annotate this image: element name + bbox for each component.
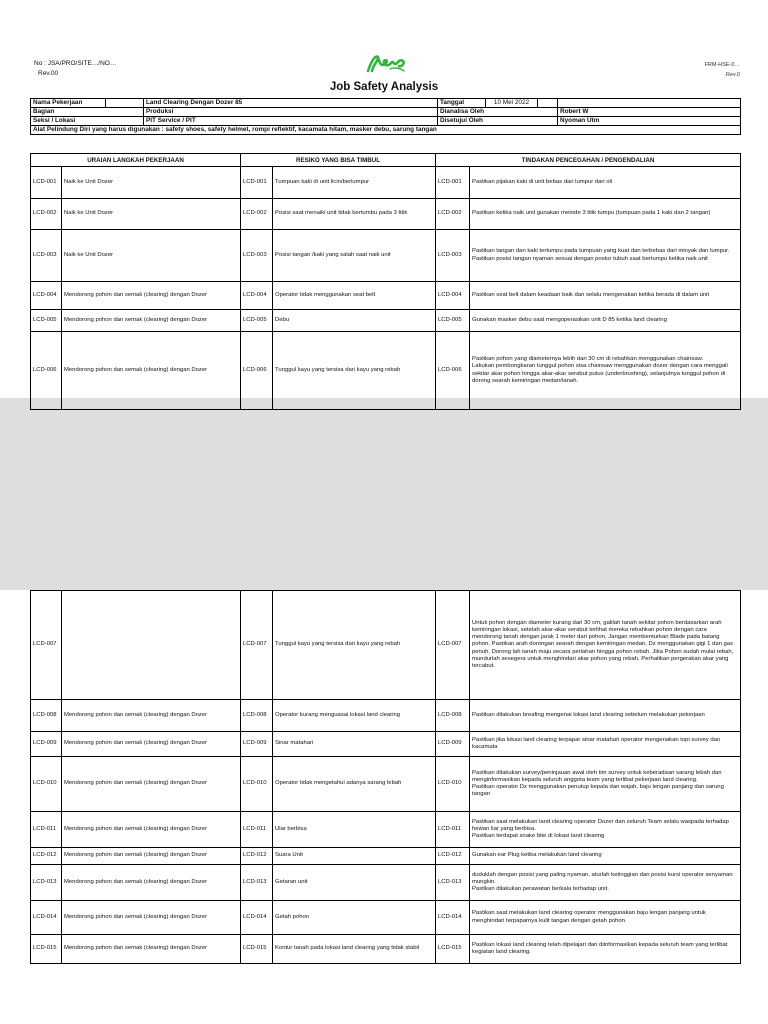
doc-number [34,59,116,79]
action-description: Gunakan masker debu saat mengoperasikan unit D 85 ketika land clearing [470,310,741,332]
column-header-actions: TINDAKAN PENCEGAHAN / PENGENDALIAN [436,154,741,167]
risk-description: Posisi tangan /kaki yang salah saat naik unit [273,230,436,282]
step-description: Naik ke Unit Dozer [62,230,241,282]
company-logo [364,51,408,82]
action-code: LCD-003 [436,230,470,282]
action-description: Pastikan lokasi land clearing telah dipelajari dan diinformasikan kepada seluruh team yang terlibat kegiatan land clearing. [470,935,741,964]
step-description: Mendorong pohon dan semak (clearing) dengan Dozer [62,935,241,964]
company-logo-icon [364,51,408,77]
step-description: Naik ke Unit Dozer [62,199,241,230]
spacer-cell [558,99,741,108]
action-code: LCD-002 [436,199,470,230]
step-description: Mendorong pohon dan semak (clearing) dengan Dozer [62,332,241,410]
column-header-steps: URAIAN LANGKAH PEKERJAAN [31,154,241,167]
risk-code: LCD-002 [241,199,273,230]
step-code: LCD-003 [31,230,62,282]
step-description: Naik ke Unit Dozer [62,167,241,199]
approved-by-value: Nyoman Utm [558,117,741,126]
step-code: LCD-014 [31,901,62,935]
table-row [31,732,741,757]
step-description: Mendorong pohon dan semak (clearing) dengan Dozer [62,757,241,812]
action-description: Pastikan jika lokasi land clearing terpapar sinar matahari operator mengenakan topi survey dan kacamata [470,732,741,757]
action-code: LCD-004 [436,282,470,310]
step-code: LCD-007 [31,591,62,700]
risk-code: LCD-004 [241,282,273,310]
table-row [31,848,741,865]
step-code: LCD-002 [31,199,62,230]
spacer-cell [106,99,144,108]
step-code: LCD-011 [31,812,62,848]
analyzed-by-value: Robert W [558,108,741,117]
section-value: Produksi [144,108,438,117]
risk-code: LCD-008 [241,700,273,732]
table-row [31,199,741,230]
action-description: Gunakan ear Plug ketika melakukan land clearing [470,848,741,865]
action-code: LCD-006 [436,332,470,410]
action-description: Pastikan seat belt dalam keadaan baik dan selalu mengenakan ketika berada di dalam unit [470,282,741,310]
step-description: Mendorong pohon dan semak (clearing) dengan Dozer [62,865,241,901]
column-header-risks: RESIKO YANG BISA TIMBUL [241,154,436,167]
risk-code: LCD-012 [241,848,273,865]
risk-description: Ular berbisa [273,812,436,848]
document-page-2 [0,590,768,1024]
risk-description: Getaran unit [273,865,436,901]
risk-description: Tunggul kayu yang tersisa dari kayu yang rebah [273,591,436,700]
action-code: LCD-008 [436,700,470,732]
risk-description: Posisi saat menaiki unit tidak bertumbu pada 3 titik [273,199,436,230]
spacer-cell [538,99,558,108]
jsa-rows-page-2 [31,591,741,964]
step-description: Mendorong pohon dan semak (clearing) dengan Dozer [62,848,241,865]
table-row [31,332,741,410]
location-value: PIT Service / PIT [144,117,438,126]
risk-description: Getah pohon [273,901,436,935]
risk-description: Operator tidak mengetahui adanya sarang lebah [273,757,436,812]
action-code: LCD-014 [436,901,470,935]
table-row [31,230,741,282]
jsa-table-page-1 [30,153,741,410]
table-row [31,812,741,848]
risk-code: LCD-001 [241,167,273,199]
step-description: Mendorong pohon dan semak (clearing) dengan Dozer [62,310,241,332]
action-code: LCD-001 [436,167,470,199]
table-row [31,282,741,310]
risk-code: LCD-013 [241,865,273,901]
action-code: LCD-012 [436,848,470,865]
date-label: Tanggal [438,99,486,108]
action-code: LCD-011 [436,812,470,848]
risk-description: Operator kurang menguasai lokasi land clearing [273,700,436,732]
risk-code: LCD-006 [241,332,273,410]
risk-code: LCD-011 [241,812,273,848]
step-code: LCD-013 [31,865,62,901]
step-code: LCD-008 [31,700,62,732]
step-code: LCD-010 [31,757,62,812]
action-description: Pastikan pijakan kaki di unit bebas dari lumpur dan oli [470,167,741,199]
table-row [31,167,741,199]
risk-code: LCD-005 [241,310,273,332]
job-info-table [30,98,741,135]
action-description: Pastikan tangan dan kaki tertumpu pada tumpuan yang kuat dan terbebas dari minyak dan lumpur. Pastikan posisi tangan nyaman sesuai dengan postur tubuh saat bertumpu ketika naik unit [470,230,741,282]
risk-description: Debu [273,310,436,332]
action-description: Pastikan ketika naik unit gunakan metode 3 titik tumpu (tumpuan pada 1 kaki dan 2 tangan) [470,199,741,230]
risk-description: Sinar matahari [273,732,436,757]
table-row [31,757,741,812]
action-description: Pastikan pohon yang diameternya lebih dari 30 cm di rebahkan menggunakan chainsaw. Lakukan pembongkaran tunggul pohon sisa chainsaw menggunakan dozer dengan cara menggali sekitar akar pohon hingga akar-akar serabut putus (underbrushing), selanjutnya tunggul pohon di dorong searah kemiringan medan/tanah. [470,332,741,410]
ppe-requirements: Alat Pelindung Diri yang harus digunakan : safety shoes, safety helmet, rompi reflektif, kacamata hitam, masker debu, sarung tangan [31,126,741,135]
step-code: LCD-005 [31,310,62,332]
action-code: LCD-013 [436,865,470,901]
step-description: Mendorong pohon dan semak (clearing) dengan Dozer [62,282,241,310]
risk-description: Tumpuan kaki di unit licin/berlumpur [273,167,436,199]
job-name-value: Land Clearing Dengan Dozer 85 [144,99,438,108]
page-title: Job Safety Analysis [329,81,439,93]
form-number [705,60,740,80]
table-row [31,700,741,732]
form-number-text: FRM-HSE-0… [704,62,740,68]
table-row [31,310,741,332]
job-name-label: Nama Pekerjaan [31,99,106,108]
step-description [62,591,241,700]
document-page-1 [0,0,768,398]
revision-right: Rev.0 [726,72,740,78]
step-code: LCD-009 [31,732,62,757]
step-code: LCD-006 [31,332,62,410]
action-code: LCD-005 [436,310,470,332]
risk-description: Tunggul kayu yang tersisa dari kayu yang rebah [273,332,436,410]
risk-code: LCD-007 [241,591,273,700]
risk-code: LCD-003 [241,230,273,282]
risk-code: LCD-015 [241,935,273,964]
action-description: Pastikan dilakukan survey/peninjauan awal oleh tim survey untuk keberadaan sarang lebah dan menginformasikan kepada seluruh anggota team yang terlibat pekerjaan land clearing. Pastikan operator Dz menggunakan penutup kepala dan wajah, baju lengan panjang dan sarung tangan [470,757,741,812]
table-row [31,901,741,935]
step-code: LCD-001 [31,167,62,199]
action-code: LCD-010 [436,757,470,812]
location-label: Seksi / Lokasi [31,117,144,126]
approved-by-label: Disetujui Oleh [438,117,558,126]
date-value: 10 Mei 2022 [486,99,538,108]
step-code: LCD-012 [31,848,62,865]
jsa-table-page-2 [30,590,741,964]
action-description: Untuk pohon dengan diameter kurang dari 30 cm, galilah tanah sekitar pohon berdasarkan arah kemiringan lokasi, setelah akar-akar serabut terlihat mereka rebahkan pohon dengan cara mendorong tanah dengan jarak 1 meter dari pohon, Jangan membenturkan Blade pada batang pohon. Pastikan arah dorongan searah dengan kemiringan medan, Dz menggunakan gigi 1 dan gas penuh. Dorong lah tanah maju secara perlahan hingga pohon rebah. Jika Pohon sudah mulai rebah, mundurlah sesegera untuk menghindari akar pohon yang rebah, Perhatikan pergerakan akar yang tercabut. [470,591,741,700]
jsa-rows-page-1 [31,167,741,410]
table-row [31,935,741,964]
step-description: Mendorong pohon dan semak (clearing) dengan Dozer [62,901,241,935]
risk-code: LCD-010 [241,757,273,812]
risk-description: Kontur tanah pada lokasi land clearing yang tidak stabil [273,935,436,964]
table-row [31,591,741,700]
risk-description: Suara Unit [273,848,436,865]
risk-code: LCD-014 [241,901,273,935]
action-description: duduklah dengan posisi yang paling nyaman, aturlah ketinggian dan posisi kursi operator senyaman mungkin. Pastikan dilakukan perawatan berkala terhadap unit. [470,865,741,901]
step-code: LCD-004 [31,282,62,310]
action-code: LCD-015 [436,935,470,964]
table-row [31,865,741,901]
risk-code: LCD-009 [241,732,273,757]
action-description: Pastikan saat melakukan land clearing operator menggunakan baju lengan panjang untuk menghindari terpaparnya kulit tangan dengan getah pohon [470,901,741,935]
step-description: Mendorong pohon dan semak (clearing) dengan Dozer [62,812,241,848]
section-label: Bagian [31,108,144,117]
revision-left: Rev.00 [38,70,59,77]
analyzed-by-label: Dianalisa Oleh [438,108,558,117]
action-description: Pastikan dilakukan breafing mengenai lokasi land clearing sebelum melakukan pekerjaan [470,700,741,732]
step-description: Mendorong pohon dan semak (clearing) dengan Dozer [62,700,241,732]
action-description: Pastikan saat melakukan land clearing operator Dozer dan seluruh Team selalu waspada terhadap hewan liar yang berbisa. Pastikan terdapat snake bite di lokasi land clearing [470,812,741,848]
step-code: LCD-015 [31,935,62,964]
doc-number-text: No : JSA/PRO/SITE…/NO… [34,60,117,67]
risk-description: Operator tidak menggunakan seat belt [273,282,436,310]
action-code: LCD-007 [436,591,470,700]
action-code: LCD-009 [436,732,470,757]
step-description: Mendorong pohon dan semak (clearing) dengan Dozer [62,732,241,757]
